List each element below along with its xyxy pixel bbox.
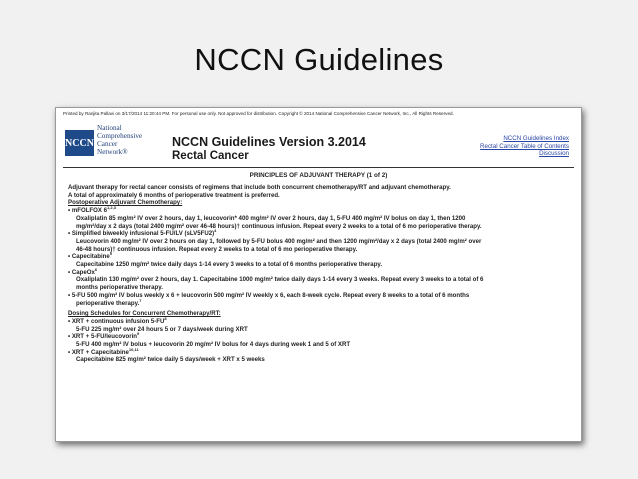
slide-title: NCCN Guidelines — [194, 42, 444, 77]
regimen-detail: Leucovorin 400 mg/m² IV over 2 hours on day 1, followed by 5-FU bolus 400 mg/m² and then 1200 mg/m²/day x 2 days (total 2400 mg/m² over — [76, 237, 482, 245]
dosing-heading: Dosing Schedules for Concurrent Chemotherapy/RT: — [68, 310, 221, 318]
regimen-name: • mFOLFOX 6$^{1,2,3}$ — [68, 205, 116, 215]
guidelines-index-link[interactable]: NCCN Guidelines Index — [503, 135, 569, 142]
intro-line: Adjuvant therapy for rectal cancer consists of regimens that include both concurrent chemotherapy/RT and adjuvant chemotherapy. — [68, 184, 451, 191]
regimen-detail: Capecitabine 825 mg/m² twice daily 5 days/week + XRT x 5 weeks — [76, 356, 265, 364]
header-links — [480, 135, 569, 158]
regimen-detail: Capecitabine 1250 mg/m² twice daily days 1-14 every 3 weeks to a total of 6 months perioperative therapy. — [76, 261, 383, 269]
regimen-detail: perioperative therapy.$^7$ — [76, 297, 142, 307]
regimen-detail: • 5-FU 500 mg/m² IV bolus weekly x 6 + leucovorin 500 mg/m² IV weekly x 6, each 8-week cycle. Repeat every 8 weeks to a total of 6 months — [68, 291, 470, 299]
regimen-detail: 46-48 hours)† continuous infusion. Repeat every 2 weeks to a total of 6 mo perioperative therapy. — [76, 245, 358, 253]
regimen-detail: 5-FU 225 mg/m² over 24 hours 5 or 7 days/week during XRT — [76, 325, 248, 333]
regimen-detail: Oxaliplatin 130 mg/m² over 2 hours, day 1. Capecitabine 1000 mg/m² twice daily days 1-14 every 3 weeks. Repeat every 3 weeks to a total of 6 — [76, 276, 484, 284]
regimen-name: • XRT + 5-FU/leucovorin$^9$ — [68, 331, 140, 341]
header-divider — [63, 167, 574, 168]
regimen-name: • XRT + Capecitabine$^{10,11}$ — [68, 346, 139, 356]
guideline-body — [68, 184, 573, 364]
regimen-detail: 5-FU 400 mg/m² IV bolus + leucovorin 20 mg/m² IV bolus for 4 days during week 1 and 5 of XRT — [76, 341, 351, 349]
regimen-name: • Capecitabine$^5$ — [68, 251, 112, 261]
postop-heading: Postoperative Adjuvant Chemotherapy: — [68, 199, 183, 207]
section-title: PRINCIPLES OF ADJUVANT THERAPY (1 of 2) — [249, 172, 388, 179]
regimen-detail: mg/m²/day x 2 days (total 2400 mg/m² over 46-48 hours)† continuous infusion. Repeat every 2 weeks to a total of 6 mo perioperative therapy. — [76, 222, 482, 230]
discussion-link[interactable]: Discussion — [539, 150, 569, 158]
guideline-title: NCCN Guidelines Version 3.2014 — [172, 135, 366, 149]
intro-line: A total of approximately 6 months of perioperative treatment is preferred. — [68, 191, 280, 199]
regimen-detail: Oxaliplatin 85 mg/m² IV over 2 hours, day 1, leucovorin* 400 mg/m² IV over 2 hours, day 1, 5-FU 400 mg/m² IV bolus on day 1, then 1200 — [76, 214, 466, 222]
guideline-subtitle: Rectal Cancer — [172, 150, 249, 162]
printed-by-line: Printed by Ranjita Pallavi on 3/17/2014 11:20:44 PM. For personal use only. Not approved for distribution. Copyright © 2014 National Comprehensive Cancer Network, Inc., All Rights Reserved. — [63, 111, 454, 116]
regimen-name: • XRT + continuous infusion $5-FU^8$ — [68, 315, 167, 325]
regimen-name: • CapeOx$^6$ — [68, 266, 98, 276]
guideline-page-image — [55, 107, 582, 442]
nccn-logo: NCCN — [65, 130, 94, 156]
regimen-name: • Simplified biweekly infusional 5-FU/LV $(sLV5FU2)^4$ — [68, 228, 217, 238]
table-of-contents-link[interactable]: Rectal Cancer Table of Contents — [480, 142, 569, 150]
nccn-logo-text: National Comprehensive Cancer Network® — [97, 124, 143, 156]
regimen-detail: months perioperative therapy. — [76, 284, 163, 292]
